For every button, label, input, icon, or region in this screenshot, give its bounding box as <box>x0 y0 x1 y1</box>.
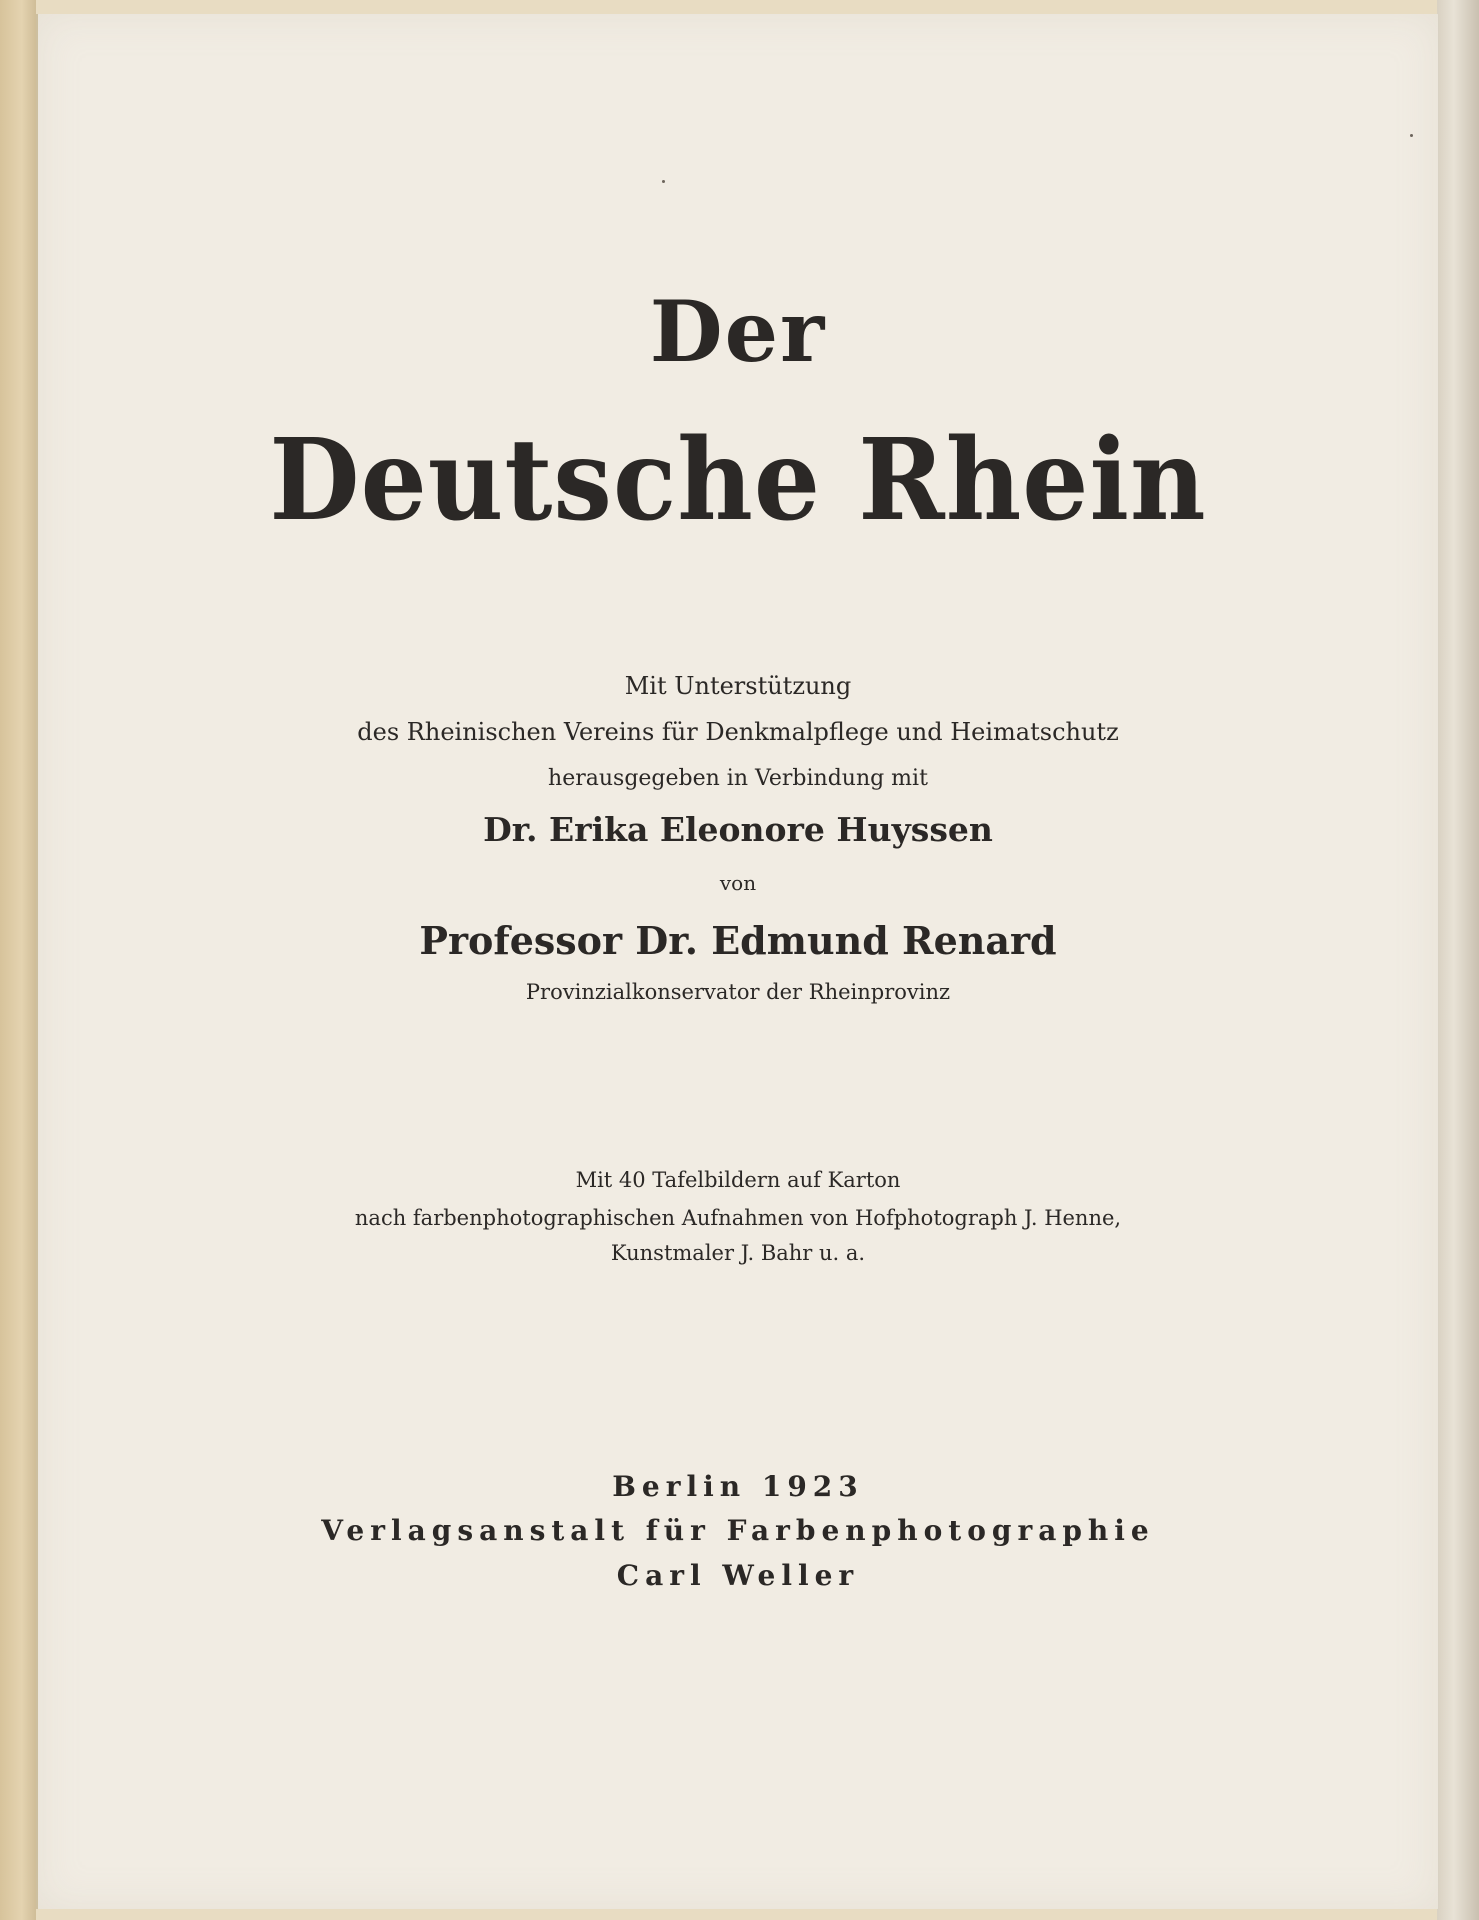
title-line-2: Deutsche Rhein <box>269 413 1207 546</box>
paper-speck <box>1410 134 1413 137</box>
editor-name: Dr. Erika Eleonore Huyssen <box>483 810 993 849</box>
plates-line-1: Mit 40 Tafelbildern auf Karton <box>575 1168 901 1192</box>
imprint-place-year: Berlin 1923 <box>612 1470 864 1503</box>
support-line-1: Mit Unterstützung <box>624 672 852 700</box>
imprint-publisher: Verlagsanstalt für Farbenphotographie <box>321 1514 1155 1547</box>
title-page <box>36 14 1439 1909</box>
title-line-1: Der <box>649 282 827 381</box>
author-role: Provinzialkonservator der Rheinprovinz <box>525 980 951 1004</box>
support-line-2: des Rheinischen Vereins für Denkmalpflege und Heimatschutz <box>357 718 1119 746</box>
paper-speck <box>662 180 665 183</box>
author-name: Professor Dr. Edmund Renard <box>419 918 1057 963</box>
imprint-publisher-name: Carl Weller <box>616 1559 860 1592</box>
support-line-3: herausgegeben in Verbindung mit <box>548 766 928 791</box>
left-book-edge <box>0 0 36 1920</box>
plates-line-2: nach farbenphotographischen Aufnahmen von Hofphotograph J. Henne, <box>354 1206 1122 1230</box>
by-label: von <box>719 871 757 895</box>
right-page-edge <box>1437 0 1479 1920</box>
plates-line-3: Kunstmaler J. Bahr u. a. <box>610 1241 866 1265</box>
